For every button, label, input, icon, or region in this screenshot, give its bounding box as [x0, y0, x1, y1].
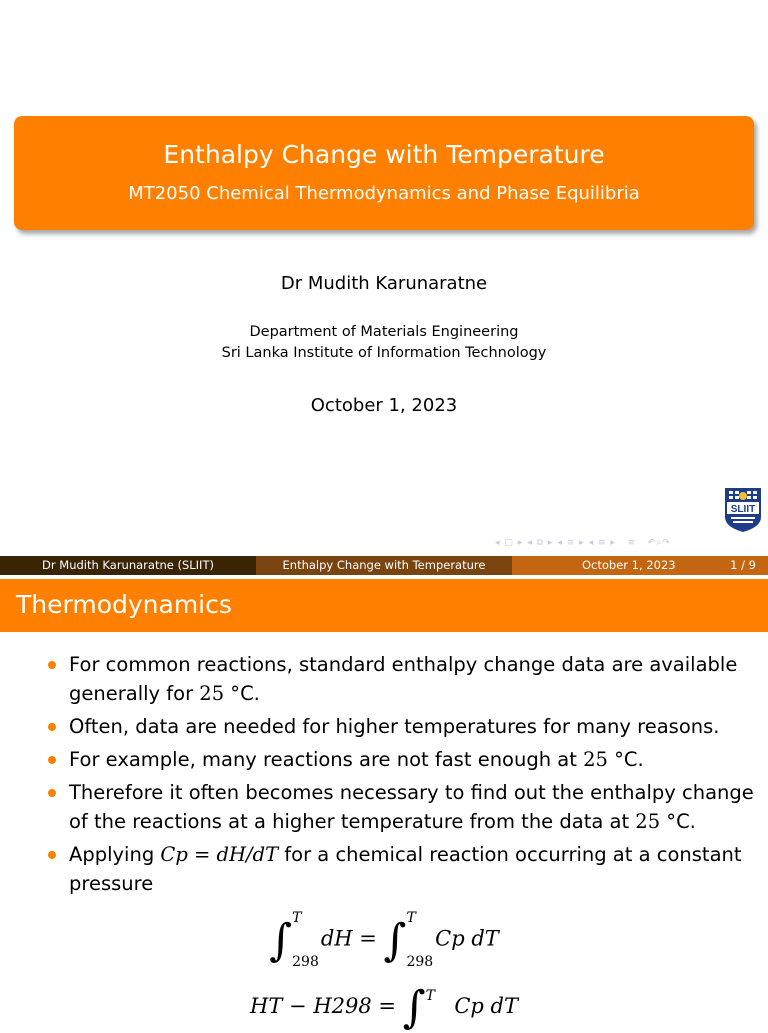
math-temperature: 25 ° — [583, 748, 624, 771]
bullet-text: Applying — [69, 843, 161, 866]
logo-text: SLIIT — [730, 504, 756, 515]
math-temperature: 25 ° — [635, 810, 677, 833]
sliit-logo — [724, 487, 762, 533]
lower-limit: 298 — [406, 954, 434, 970]
equals-sign: = — [378, 994, 403, 1018]
bullet-item — [0, 778, 768, 836]
affiliation — [0, 322, 768, 364]
equation-integral-2 — [0, 982, 768, 1033]
bullet-item — [0, 712, 768, 741]
frame-title: Thermodynamics — [16, 590, 232, 619]
bullet-text-end: C. — [623, 748, 644, 771]
integral-sign: ∫ — [402, 982, 426, 1033]
nav-right-arrow-icon[interactable]: ▸ — [579, 538, 585, 548]
bullet-item — [0, 840, 768, 898]
lower-limit: 298 — [292, 954, 319, 970]
bullet-item — [0, 745, 768, 774]
author-name: Dr Mudith Karunaratne — [280, 273, 488, 294]
presentation-subtitle: MT2050 Chemical Thermodynamics and Phase Equilibria — [128, 183, 640, 204]
presentation-date: October 1, 2023 — [310, 395, 458, 416]
upper-limit: T — [292, 910, 302, 926]
footer-date: October 1, 2023 — [582, 558, 676, 572]
nav-search-icon[interactable]: ⌕ — [656, 538, 663, 548]
equation-lhs: dH — [320, 926, 353, 951]
presentation-title: Enthalpy Change with Temperature — [163, 140, 605, 169]
bullet-text-end: C. — [240, 682, 260, 705]
nav-frame-icon[interactable]: ▢ — [504, 538, 514, 548]
frame-title-bar — [0, 579, 768, 632]
institute: Sri Lanka Institute of Information Technology — [221, 345, 547, 361]
equation-integral-1 — [0, 910, 768, 970]
nav-forward-icon[interactable]: ↷ — [662, 538, 671, 548]
bullet-text: Often, data are needed for higher temperatures for many reasons. — [69, 715, 720, 738]
nav-subsection-icon[interactable]: ⧉ — [536, 538, 545, 548]
bullet-text: For common reactions, standard enthalpy change data are available generally for — [69, 653, 738, 705]
department: Department of Materials Engineering — [249, 324, 519, 340]
bullet-text: For example, many reactions are not fast enough at — [69, 748, 584, 771]
nav-left-arrow-icon[interactable]: ◂ — [527, 538, 533, 548]
bullet-text-end: C. — [676, 810, 696, 833]
integral-sign: ∫ — [269, 914, 293, 966]
upper-limit: T — [406, 910, 416, 926]
bullet-list — [0, 650, 768, 902]
slide-footer — [0, 556, 768, 575]
bullet-item — [0, 650, 768, 708]
logo-emblem — [739, 492, 747, 500]
nav-left-arrow-icon[interactable]: ◂ — [495, 538, 501, 548]
math-temperature: 25 ° — [199, 682, 241, 705]
equals-sign: = — [359, 926, 384, 951]
nav-appendix-icon[interactable]: ≡ — [627, 538, 637, 548]
upper-limit: T — [425, 987, 435, 1004]
nav-back-icon[interactable]: ↶ — [647, 538, 657, 548]
nav-section-icon[interactable]: ≡ — [566, 538, 576, 548]
equation-lhs: HT − H298 — [250, 994, 372, 1018]
nav-right-arrow-icon[interactable]: ▸ — [547, 538, 554, 548]
footer-author: Dr Mudith Karunaratne (SLIIT) — [0, 556, 256, 575]
footer-title: Enthalpy Change with Temperature — [256, 556, 512, 575]
nav-left-arrow-icon[interactable]: ◂ — [557, 538, 563, 548]
equation-rhs: Cp dT — [454, 994, 518, 1018]
beamer-navigation-symbols[interactable] — [495, 538, 671, 548]
integral-sign: ∫ — [383, 914, 407, 966]
math-cp-definition: Cp = dH/dT — [160, 843, 279, 866]
nav-right-arrow-icon[interactable]: ▸ — [517, 538, 524, 548]
equation-rhs: Cp dT — [435, 926, 499, 951]
nav-document-icon[interactable]: ≡ — [597, 538, 607, 548]
footer-page-number: 1 / 9 — [730, 558, 756, 572]
nav-right-arrow-icon[interactable]: ▸ — [610, 538, 616, 548]
bullet-text-end: for a chemical reaction occurring at a constant pressure — [69, 843, 742, 895]
nav-left-arrow-icon[interactable]: ◂ — [588, 538, 595, 548]
bullet-text: Therefore it often becomes necessary to find out the enthalpy change of the reactions at a higher temperature from the data at — [69, 781, 754, 833]
title-banner — [14, 116, 754, 230]
footer-date-page — [512, 556, 768, 575]
